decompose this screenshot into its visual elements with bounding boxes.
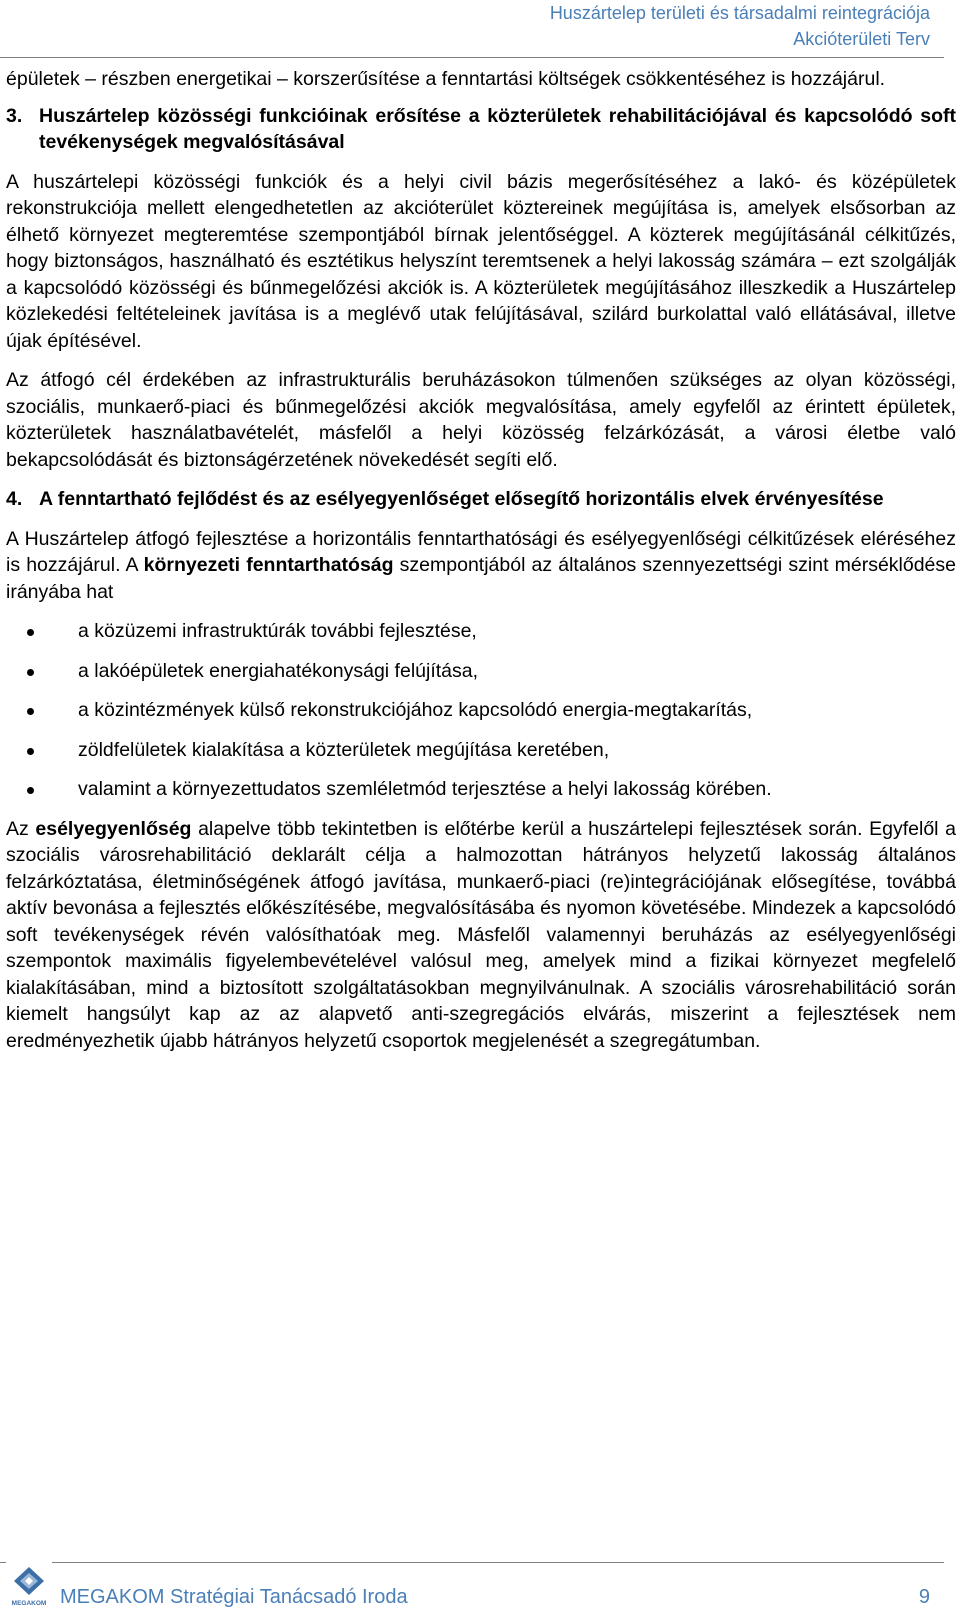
list-item (6, 737, 956, 763)
bold-term: esélyegyenlőség (35, 817, 192, 840)
text-run: szempontjából az általános szennyezettségi szint mérséklődése irányába hat (6, 554, 957, 603)
text-run: A Huszártelep átfogó fejlesztése a horizontális fenntarthatósági és esélyegyenlőségi célkitűzések eléréséhez is hozzájárul. A (6, 527, 956, 576)
paragraph (6, 816, 956, 1055)
paragraph: A huszártelepi közösségi funkciók és a helyi civil bázis megerősítéséhez a lakó- és középületek rekonstrukciója mellett elengedhetetlen az akcióterület köztereinek megújítása is, amelyek elsősorban az élhető környezet megteremtése szempontjából bírnak jelentőséggel. A közterek megújításánál célkitűzés, hogy biztonságos, használható és esztétikus helyszínt teremtsenek a helyi lakosság számára – ezt szolgálják a kapcsolódó közösségi és bűnmegelőzési akciók is. A közterületek megújításához illeszkedik a Huszártelep közlekedési feltételeinek javítása is a meglévő utak felújításával, szilárd burkolattal való ellátásával, illetve újak építésével. (6, 170, 956, 352)
bullet-icon (27, 669, 34, 676)
list-item (6, 618, 956, 644)
bullet-icon (27, 708, 34, 715)
paragraph: Az átfogó cél érdekében az infrastrukturális beruházásokon túlmenően szükséges az olyan közösségi, szociális, munkaerő-piaci és bűnmegelőzési akciók megvalósítása, amely egyfelől az érintett épületek, közterületek használatbavételét, másfelől a helyi közösség felzárkózását, a városi életbe való bekapcsolódását és biztonságérzetének növekedését segíti elő. (6, 369, 956, 471)
list-item-text: valamint a környezettudatos szemléletmód terjesztése a helyi lakosság körében. (78, 778, 772, 800)
page-number: 9 (918, 1586, 930, 1608)
heading-number: 4. (6, 488, 23, 510)
heading-text: A fenntartható fejlődést és az esélyegyenlőséget elősegítő horizontális elvek érvényesítése (39, 488, 884, 510)
continued-paragraph: épületek – részben energetikai – korszerűsítése a fenntartási költségek csökkentéséhez is hozzájárul. (6, 68, 886, 90)
bullet-list (6, 618, 956, 802)
footer-divider (0, 1562, 944, 1563)
heading-text: Huszártelep közösségi funkcióinak erősítése a közterületek rehabilitációjával és kapcsolódó soft tevékenységek megvalósításával (39, 104, 956, 153)
header-subtitle: Akcióterületi Terv (793, 29, 930, 49)
bold-term: környezeti fenntarthatóság (143, 554, 394, 576)
document-body (6, 66, 956, 1067)
footer-organization: MEGAKOM Stratégiai Tanácsadó Iroda (60, 1586, 408, 1608)
page-header (550, 0, 930, 52)
section-heading-3 (6, 103, 956, 156)
list-item (6, 697, 956, 723)
svg-text:MEGAKOM: MEGAKOM (11, 1600, 47, 1607)
paragraph (6, 526, 956, 606)
bullet-icon (27, 629, 34, 636)
section-heading-4 (6, 486, 956, 513)
text-run: Az (6, 817, 36, 840)
list-item-text: a közüzemi infrastruktúrák további fejlesztése, (78, 620, 477, 642)
list-item-text: a lakóépületek energiahatékonysági felújítása, (78, 659, 479, 682)
list-item-text: a közintézmények külső rekonstrukciójához kapcsolódó energia-megtakarítás, (78, 699, 753, 721)
list-item-text: zöldfelületek kialakítása a közterületek megújítása keretében, (78, 738, 610, 761)
text-run: alapelve több tekintetben is előtérbe kerül a huszártelepi fejlesztések során. Egyfelől a szociális városrehabilitáció deklarált célja a halmozottan hátrányos helyzetű lakosság általános felzárkóztatása, életminőségének átfogó javítása, munkaerő-piaci (re)integrációjának elősegítése, továbbá aktív bevonása a fejlesztés előkészítésébe, megvalósításába és nyomon követésébe. Mindezek a kapcsolódó soft tevékenységek révén valósíthatóak meg. Másfelől valamennyi beruházás az esélyegyenlőségi szempontok maximális figyelembevételével valósul meg, amelyek mind a fizikai környezet megfelelő kialakításában, mind a biztosított szolgáltatásokban megnyilvánulnak. A szociális városrehabilitáció során kiemelt hangsúlyt kap az az alapvető anti-szegregációs elvárás, miszerint a fejlesztések nem eredményezhetik újabb hátrányos helyzetű csoportok megjelenését a szegregátumban. (6, 817, 956, 1052)
header-divider (0, 57, 944, 58)
heading-number: 3. (6, 104, 23, 127)
list-item (6, 658, 956, 684)
megakom-logo-icon (6, 1561, 52, 1609)
list-item (6, 776, 956, 802)
bullet-icon (27, 787, 34, 794)
bullet-icon (27, 748, 34, 755)
header-title: Huszártelep területi és társadalmi reintegrációja (549, 3, 930, 23)
